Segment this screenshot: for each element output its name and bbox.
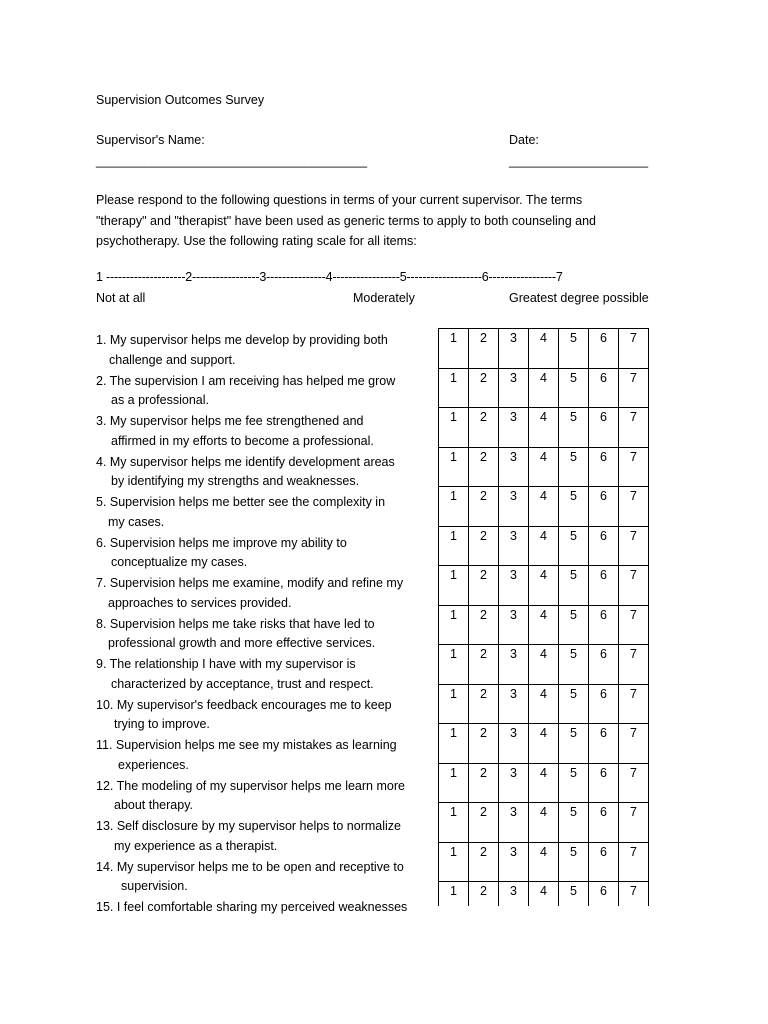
rating-row: [439, 724, 649, 764]
survey-item: [96, 411, 426, 452]
survey-item: [96, 897, 426, 938]
rating-option-3[interactable]: 3: [499, 408, 529, 448]
rating-option-1[interactable]: 1: [439, 526, 469, 566]
rating-option-7[interactable]: 7: [619, 447, 649, 487]
supervisor-name-label: Supervisor's Name:: [96, 133, 205, 147]
survey-item: [96, 857, 426, 898]
rating-option-4[interactable]: 4: [529, 447, 559, 487]
scale-anchor-low: Not at all: [96, 291, 146, 305]
rating-option-6[interactable]: 6: [589, 408, 619, 448]
survey-items-list: [96, 330, 426, 938]
rating-option-1[interactable]: 1: [439, 487, 469, 527]
rating-row: [439, 803, 649, 843]
rating-option-1[interactable]: 1: [439, 724, 469, 764]
rating-option-4[interactable]: 4: [529, 803, 559, 843]
rating-row: [439, 763, 649, 803]
survey-item-text-continued: as a professional.: [111, 393, 209, 407]
rating-option-6[interactable]: 6: [589, 763, 619, 803]
rating-option-6[interactable]: 6: [589, 447, 619, 487]
survey-item-text-continued: my experience as a therapist.: [114, 838, 278, 853]
rating-option-5[interactable]: 5: [559, 408, 589, 448]
rating-option-4[interactable]: 4: [529, 408, 559, 448]
survey-item-text: 2. The supervision I am receiving has helped me grow: [96, 373, 396, 388]
rating-option-1[interactable]: 1: [439, 408, 469, 448]
rating-option-3[interactable]: 3: [499, 882, 529, 906]
rating-option-6[interactable]: 6: [589, 882, 619, 906]
survey-item: [96, 776, 426, 817]
rating-option-6[interactable]: 6: [589, 368, 619, 408]
rating-option-7[interactable]: 7: [619, 605, 649, 645]
rating-option-5[interactable]: 5: [559, 842, 589, 882]
rating-option-2[interactable]: 2: [469, 526, 499, 566]
rating-grid: [438, 328, 649, 906]
rating-option-3[interactable]: 3: [499, 684, 529, 724]
rating-option-2[interactable]: 2: [469, 566, 499, 606]
rating-option-7[interactable]: 7: [619, 803, 649, 843]
instructions-paragraph: Please respond to the following questions in terms of your current supervisor. The terms "therapy" and "therapist" have been used as generic terms to apply to both counseling and psychotherapy. Use the following rating scale for all items:: [96, 193, 597, 248]
rating-option-5[interactable]: 5: [559, 605, 589, 645]
rating-option-4[interactable]: 4: [529, 566, 559, 606]
rating-option-6[interactable]: 6: [589, 605, 619, 645]
rating-row: [439, 408, 649, 448]
scale-anchor-high: Greatest degree possible: [509, 291, 649, 305]
rating-option-4[interactable]: 4: [529, 645, 559, 685]
rating-option-7[interactable]: 7: [619, 763, 649, 803]
rating-option-3[interactable]: 3: [499, 763, 529, 803]
rating-row: [439, 645, 649, 685]
rating-option-5[interactable]: 5: [559, 763, 589, 803]
rating-option-1[interactable]: 1: [439, 566, 469, 606]
survey-item: [96, 614, 426, 655]
rating-option-7[interactable]: 7: [619, 526, 649, 566]
rating-row: [439, 882, 649, 906]
rating-option-3[interactable]: 3: [499, 645, 529, 685]
rating-option-7[interactable]: 7: [619, 724, 649, 764]
rating-option-2[interactable]: 2: [469, 724, 499, 764]
rating-row: [439, 487, 649, 527]
rating-option-7[interactable]: 7: [619, 882, 649, 906]
survey-item-text: 1. My supervisor helps me develop by providing both: [96, 333, 388, 347]
survey-item-text-continued: by identifying my strengths and weaknesses.: [111, 474, 360, 488]
rating-option-5[interactable]: 5: [559, 566, 589, 606]
survey-item: [96, 492, 426, 533]
rating-option-6[interactable]: 6: [589, 329, 619, 369]
rating-option-2[interactable]: 2: [469, 447, 499, 487]
supervisor-name-field[interactable]: _______________________________________: [96, 154, 368, 168]
rating-option-3[interactable]: 3: [499, 566, 529, 606]
rating-option-7[interactable]: 7: [619, 329, 649, 369]
rating-option-1[interactable]: 1: [439, 645, 469, 685]
rating-option-5[interactable]: 5: [559, 803, 589, 843]
rating-option-5[interactable]: 5: [559, 645, 589, 685]
survey-item-text: 12. The modeling of my supervisor helps me learn more: [96, 778, 405, 793]
scale-anchor-mid: Moderately: [353, 291, 415, 305]
rating-option-3[interactable]: 3: [499, 368, 529, 408]
rating-option-1[interactable]: 1: [439, 842, 469, 882]
rating-option-2[interactable]: 2: [469, 882, 499, 906]
rating-option-3[interactable]: 3: [499, 526, 529, 566]
rating-option-5[interactable]: 5: [559, 368, 589, 408]
rating-option-2[interactable]: 2: [469, 763, 499, 803]
rating-row: [439, 447, 649, 487]
rating-option-1[interactable]: 1: [439, 368, 469, 408]
survey-item: [96, 330, 426, 371]
survey-item: [96, 573, 426, 614]
survey-item: [96, 533, 426, 574]
survey-item: [96, 371, 426, 412]
rating-option-7[interactable]: 7: [619, 645, 649, 685]
rating-row: [439, 329, 649, 369]
rating-option-5[interactable]: 5: [559, 329, 589, 369]
rating-option-3[interactable]: 3: [499, 329, 529, 369]
rating-option-2[interactable]: 2: [469, 803, 499, 843]
survey-item: [96, 816, 426, 857]
survey-item-text-continued: supervision.: [121, 879, 188, 893]
rating-option-7[interactable]: 7: [619, 566, 649, 606]
page-title: Supervision Outcomes Survey: [96, 93, 265, 107]
survey-item-text: 6. Supervision helps me improve my ability to: [96, 535, 347, 550]
rating-row: [439, 842, 649, 882]
rating-option-6[interactable]: 6: [589, 803, 619, 843]
rating-option-2[interactable]: 2: [469, 368, 499, 408]
rating-option-1[interactable]: 1: [439, 329, 469, 369]
rating-option-4[interactable]: 4: [529, 763, 559, 803]
survey-item-text-continued: my cases.: [108, 514, 165, 529]
survey-item-text-continued: trying to improve.: [114, 717, 210, 731]
rating-option-3[interactable]: 3: [499, 724, 529, 764]
rating-option-4[interactable]: 4: [529, 605, 559, 645]
survey-item-text: 8. Supervision helps me take risks that have led to: [96, 616, 375, 631]
rating-row: [439, 566, 649, 606]
rating-option-3[interactable]: 3: [499, 447, 529, 487]
date-field[interactable]: ____________________: [509, 154, 649, 168]
rating-option-6[interactable]: 6: [589, 842, 619, 882]
survey-item-text-continued: affirmed in my efforts to become a professional.: [111, 433, 374, 448]
rating-option-1[interactable]: 1: [439, 882, 469, 906]
survey-item-text-continued: conceptualize my cases.: [111, 555, 248, 569]
survey-item-text: 9. The relationship I have with my supervisor is: [96, 657, 356, 671]
rating-option-7[interactable]: 7: [619, 368, 649, 408]
rating-option-7[interactable]: 7: [619, 684, 649, 724]
survey-item-text: 3. My supervisor helps me fee strengthened and: [96, 414, 364, 428]
rating-option-2[interactable]: 2: [469, 329, 499, 369]
survey-item-text-continued: experiences.: [118, 757, 189, 772]
survey-item-text: 10. My supervisor's feedback encourages me to keep: [96, 697, 392, 712]
rating-row: [439, 368, 649, 408]
rating-option-2[interactable]: 2: [469, 645, 499, 685]
rating-option-3[interactable]: 3: [499, 803, 529, 843]
rating-option-3[interactable]: 3: [499, 605, 529, 645]
rating-option-3[interactable]: 3: [499, 842, 529, 882]
rating-option-1[interactable]: 1: [439, 605, 469, 645]
rating-option-6[interactable]: 6: [589, 645, 619, 685]
rating-option-3[interactable]: 3: [499, 487, 529, 527]
rating-row: [439, 526, 649, 566]
rating-option-6[interactable]: 6: [589, 684, 619, 724]
rating-option-2[interactable]: 2: [469, 487, 499, 527]
rating-option-4[interactable]: 4: [529, 842, 559, 882]
rating-option-6[interactable]: 6: [589, 566, 619, 606]
survey-item-text: 13. Self disclosure by my supervisor helps to normalize: [96, 819, 401, 833]
rating-option-4[interactable]: 4: [529, 487, 559, 527]
rating-option-7[interactable]: 7: [619, 487, 649, 527]
survey-item: [96, 695, 426, 736]
date-label: Date:: [509, 133, 539, 147]
rating-option-5[interactable]: 5: [559, 526, 589, 566]
survey-item-text: 5. Supervision helps me better see the complexity in: [96, 495, 386, 509]
rating-option-4[interactable]: 4: [529, 329, 559, 369]
rating-option-6[interactable]: 6: [589, 487, 619, 527]
rating-option-4[interactable]: 4: [529, 368, 559, 408]
rating-option-1[interactable]: 1: [439, 684, 469, 724]
rating-option-5[interactable]: 5: [559, 882, 589, 906]
rating-option-4[interactable]: 4: [529, 724, 559, 764]
survey-item-text-continued: professional growth and more effective services.: [108, 636, 376, 650]
survey-item-text: 4. My supervisor helps me identify development areas: [96, 454, 395, 469]
survey-item-text-continued: characterized by acceptance, trust and respect.: [111, 676, 374, 691]
rating-row: [439, 684, 649, 724]
rating-scale-line: 1 --------------------2-----------------3---------------4-----------------5-------------------6-----------------7: [96, 270, 563, 284]
survey-item: [96, 452, 426, 493]
rating-option-2[interactable]: 2: [469, 842, 499, 882]
rating-row: [439, 605, 649, 645]
survey-item-text-continued: challenge and support.: [109, 352, 236, 367]
rating-option-4[interactable]: 4: [529, 526, 559, 566]
rating-option-6[interactable]: 6: [589, 724, 619, 764]
survey-item-text: 15. I feel comfortable sharing my perceived weaknesses: [96, 900, 408, 914]
rating-option-1[interactable]: 1: [439, 803, 469, 843]
rating-option-5[interactable]: 5: [559, 487, 589, 527]
survey-item: [96, 654, 426, 695]
survey-item-text: 7. Supervision helps me examine, modify and refine my: [96, 576, 404, 590]
rating-option-1[interactable]: 1: [439, 763, 469, 803]
rating-option-5[interactable]: 5: [559, 724, 589, 764]
rating-option-7[interactable]: 7: [619, 842, 649, 882]
rating-option-2[interactable]: 2: [469, 605, 499, 645]
survey-item-text: 11. Supervision helps me see my mistakes as learning: [96, 738, 397, 752]
survey-item-text-continued: approaches to services provided.: [108, 595, 292, 610]
rating-option-2[interactable]: 2: [469, 684, 499, 724]
rating-option-7[interactable]: 7: [619, 408, 649, 448]
rating-option-2[interactable]: 2: [469, 408, 499, 448]
survey-item: [96, 735, 426, 776]
rating-option-1[interactable]: 1: [439, 447, 469, 487]
rating-option-4[interactable]: 4: [529, 684, 559, 724]
rating-option-6[interactable]: 6: [589, 526, 619, 566]
survey-item-text: 14. My supervisor helps me to be open and receptive to: [96, 859, 404, 874]
survey-item-text-continued: about therapy.: [114, 798, 193, 812]
rating-option-5[interactable]: 5: [559, 447, 589, 487]
rating-option-5[interactable]: 5: [559, 684, 589, 724]
rating-option-4[interactable]: 4: [529, 882, 559, 906]
